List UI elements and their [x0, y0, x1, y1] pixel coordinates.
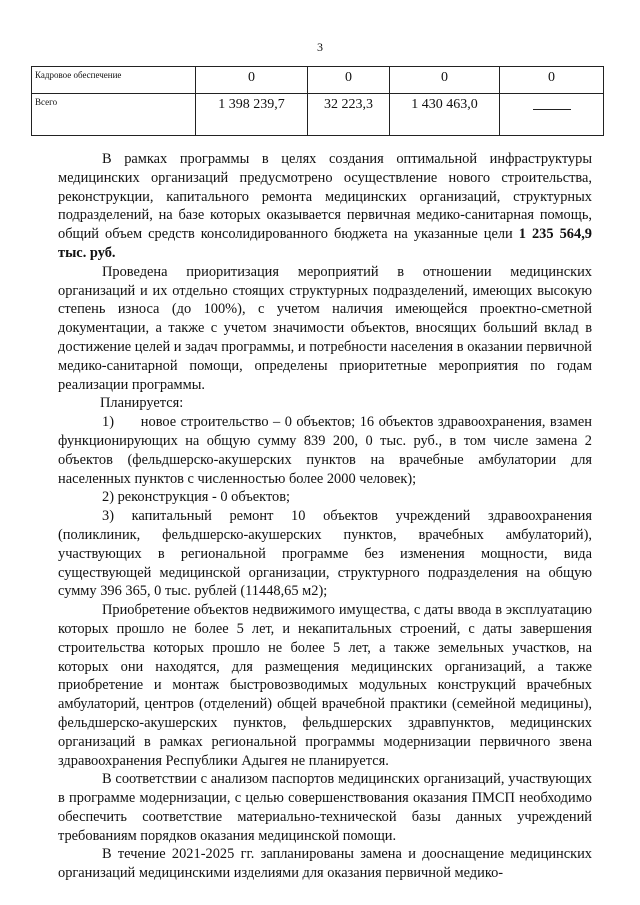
paragraph-prioritization: Проведена приоритизация мероприятий в отношении медицинских организаций и их отдельно стоящих структурных подразделений, имеющих высокую степень износа (до 100%), с учетом наличия имеющейся проектно-сметной документации, а также с учетом значимости объектов, вносящих больший вклад в достижение целей и задач программы, и потребности населения в оказании первичной медико-санитарной помощи, определены приоритетные мероприятия по годам реализации программы.	[58, 263, 592, 393]
row-label-staffing: Кадровое обеспечение	[32, 67, 196, 94]
table-cell: 0	[500, 67, 604, 94]
paragraph-reconstruction: 2) реконструкция - 0 объектов;	[102, 489, 291, 506]
funding-summary-table	[31, 66, 604, 136]
paragraph-modernization: В соответствии с анализом паспортов медицинских организаций, участвующих в программе модернизации, с целью совершенствования оказания ПМСП необходимо обеспечить соответствие материально-технической базы данных учреждений требованиям порядков оказания медицинской помощи.	[58, 771, 592, 844]
paragraph-capital-repair: 3) капитальный ремонт 10 объектов учреждений здравоохранения (поликлиник, фельдшерско-акушерских пунктов, врачебных амбулаторий), участвующих в региональной программе без изменения мощности, вида существующей медицинской организации, структурного подразделения на общую сумму 396 365, 0 тыс. рублей (11448,65 м2);	[58, 508, 592, 600]
document-body	[58, 150, 596, 883]
budget-total-amount: 1 235 564,9 тыс. руб.	[58, 226, 592, 261]
table-cell: 0	[390, 67, 500, 94]
table-row-total	[32, 94, 604, 136]
row-label-total: Всего	[32, 94, 196, 136]
paragraph-new-construction: 1) новое строительство – 0 объектов; 16 объектов здравоохранения, взамен функционирующих на общую сумму 839 200, 0 тыс. руб., в том числе замена 2 объектов (фельдшерско-акушерских пунктов на врачебные амбулатории для населенных пунктов с численностью более 2000 человек);	[58, 414, 596, 487]
table-cell: 0	[308, 67, 390, 94]
page-number: 3	[317, 40, 323, 54]
table-cell: 32 223,3	[308, 94, 390, 136]
table-cell: 1 398 239,7	[196, 94, 308, 136]
paragraph-equipment: В течение 2021-2025 гг. запланированы замена и дооснащение медицинских организаций медицинскими изделиями для оказания первичной медико-	[58, 846, 592, 882]
blank-dash-line	[533, 97, 571, 110]
table-cell: 0	[196, 67, 308, 94]
paragraph-acquisition: Приобретение объектов недвижимого имущества, с даты ввода в эксплуатацию которых прошло не более 5 лет, и некапитальных строений, с даты завершения строительства которых прошло не более 5 лет, а также земельных участков, на которых они находятся, для размещения медицинских организаций, а также приобретение и монтаж быстровозводимых модульных конструкций врачебных амбулаторий, центров (отделений) общей врачебной практики (семейной медицины), фельдшерско-акушерских пунктов, фельдшерских здравпунктов, медицинских организаций в рамках региональной программы модернизации первичного звена здравоохранения Республики Адыгея не планируется.	[58, 602, 592, 769]
paragraph-infrastructure-text: В рамках программы в целях создания оптимальной инфраструктуры медицинских организаций предусмотрено осуществление нового строительства, реконструкции, капитального ремонта медицинских организаций, структурных подразделений, на базе которых оказывается первичная медико-санитарная помощь, общий объем средств консолидированного бюджета на указанные цели	[58, 151, 592, 243]
paragraph-planned-heading: Планируется:	[100, 395, 184, 412]
table-row-staffing	[32, 67, 604, 94]
table-cell-blank	[500, 94, 604, 136]
paragraph-infrastructure	[58, 150, 592, 263]
table-cell: 1 430 463,0	[390, 94, 500, 136]
